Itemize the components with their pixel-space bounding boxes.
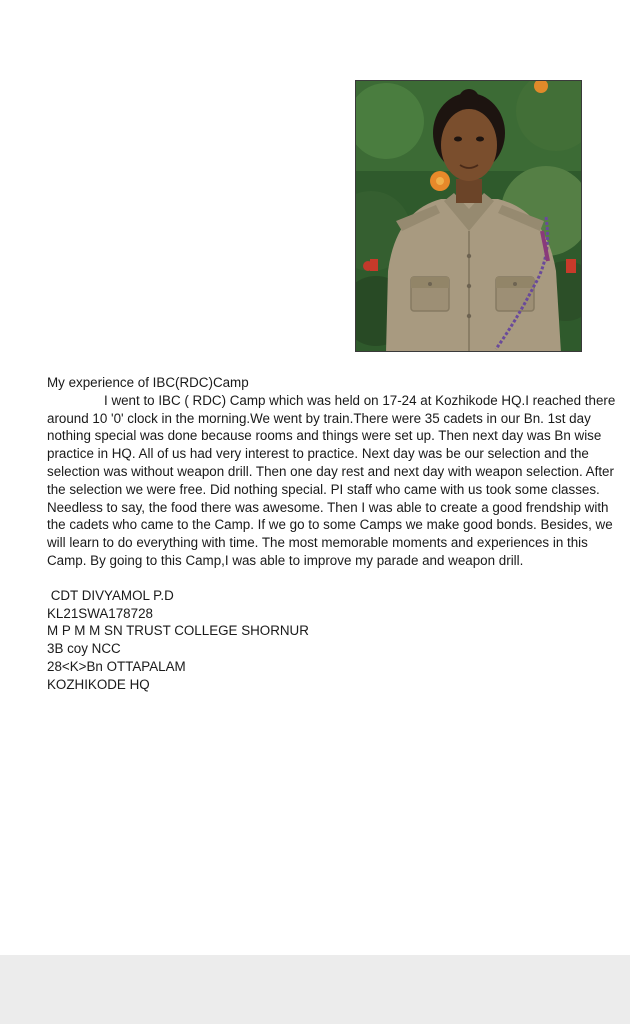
footer-bar bbox=[0, 955, 630, 1024]
cadet-regno: KL21SWA178728 bbox=[47, 605, 153, 621]
cadet-name: CDT DIVYAMOL P.D bbox=[47, 587, 174, 603]
college-name: M P M M SN TRUST COLLEGE SHORNUR bbox=[47, 623, 309, 639]
article-heading: My experience of IBC(RDC)Camp bbox=[47, 375, 249, 390]
paragraph-gap bbox=[47, 570, 617, 587]
article-body: I went to IBC ( RDC) Camp which was held on 17-24 at Kozhikode HQ.I reached there around 10 '0' clock in the morning.We went by train.There were 35 cadets in our Bn. 1st day nothing special was done because rooms and things were set up. Then next day was Bn wise practice in HQ. All of us had very interest to practice. Next day was be our selection and the selection was without weapon drill. Then one day rest and next day with weapon selection. After the selection we were free. Did nothing special. PI staff who came with us took some classes. Needless to say, the food there was awesome. Then I was able to create a good frendship with the cadets who came to the Camp. If we go to some Camps we make good bonds. Besides, we will learn to do everything with time. The most memorable moments and experiences in this Camp. By going to this Camp,I was able to improve my parade and weapon drill. bbox=[47, 392, 616, 568]
battalion-name: 28<K>Bn OTTAPALAM bbox=[47, 658, 186, 674]
article bbox=[47, 374, 617, 694]
cadet-photo bbox=[355, 80, 582, 352]
hq-name: KOZHIKODE HQ bbox=[47, 676, 150, 692]
signature-block bbox=[47, 587, 617, 694]
unit-name: 3B coy NCC bbox=[47, 641, 121, 657]
